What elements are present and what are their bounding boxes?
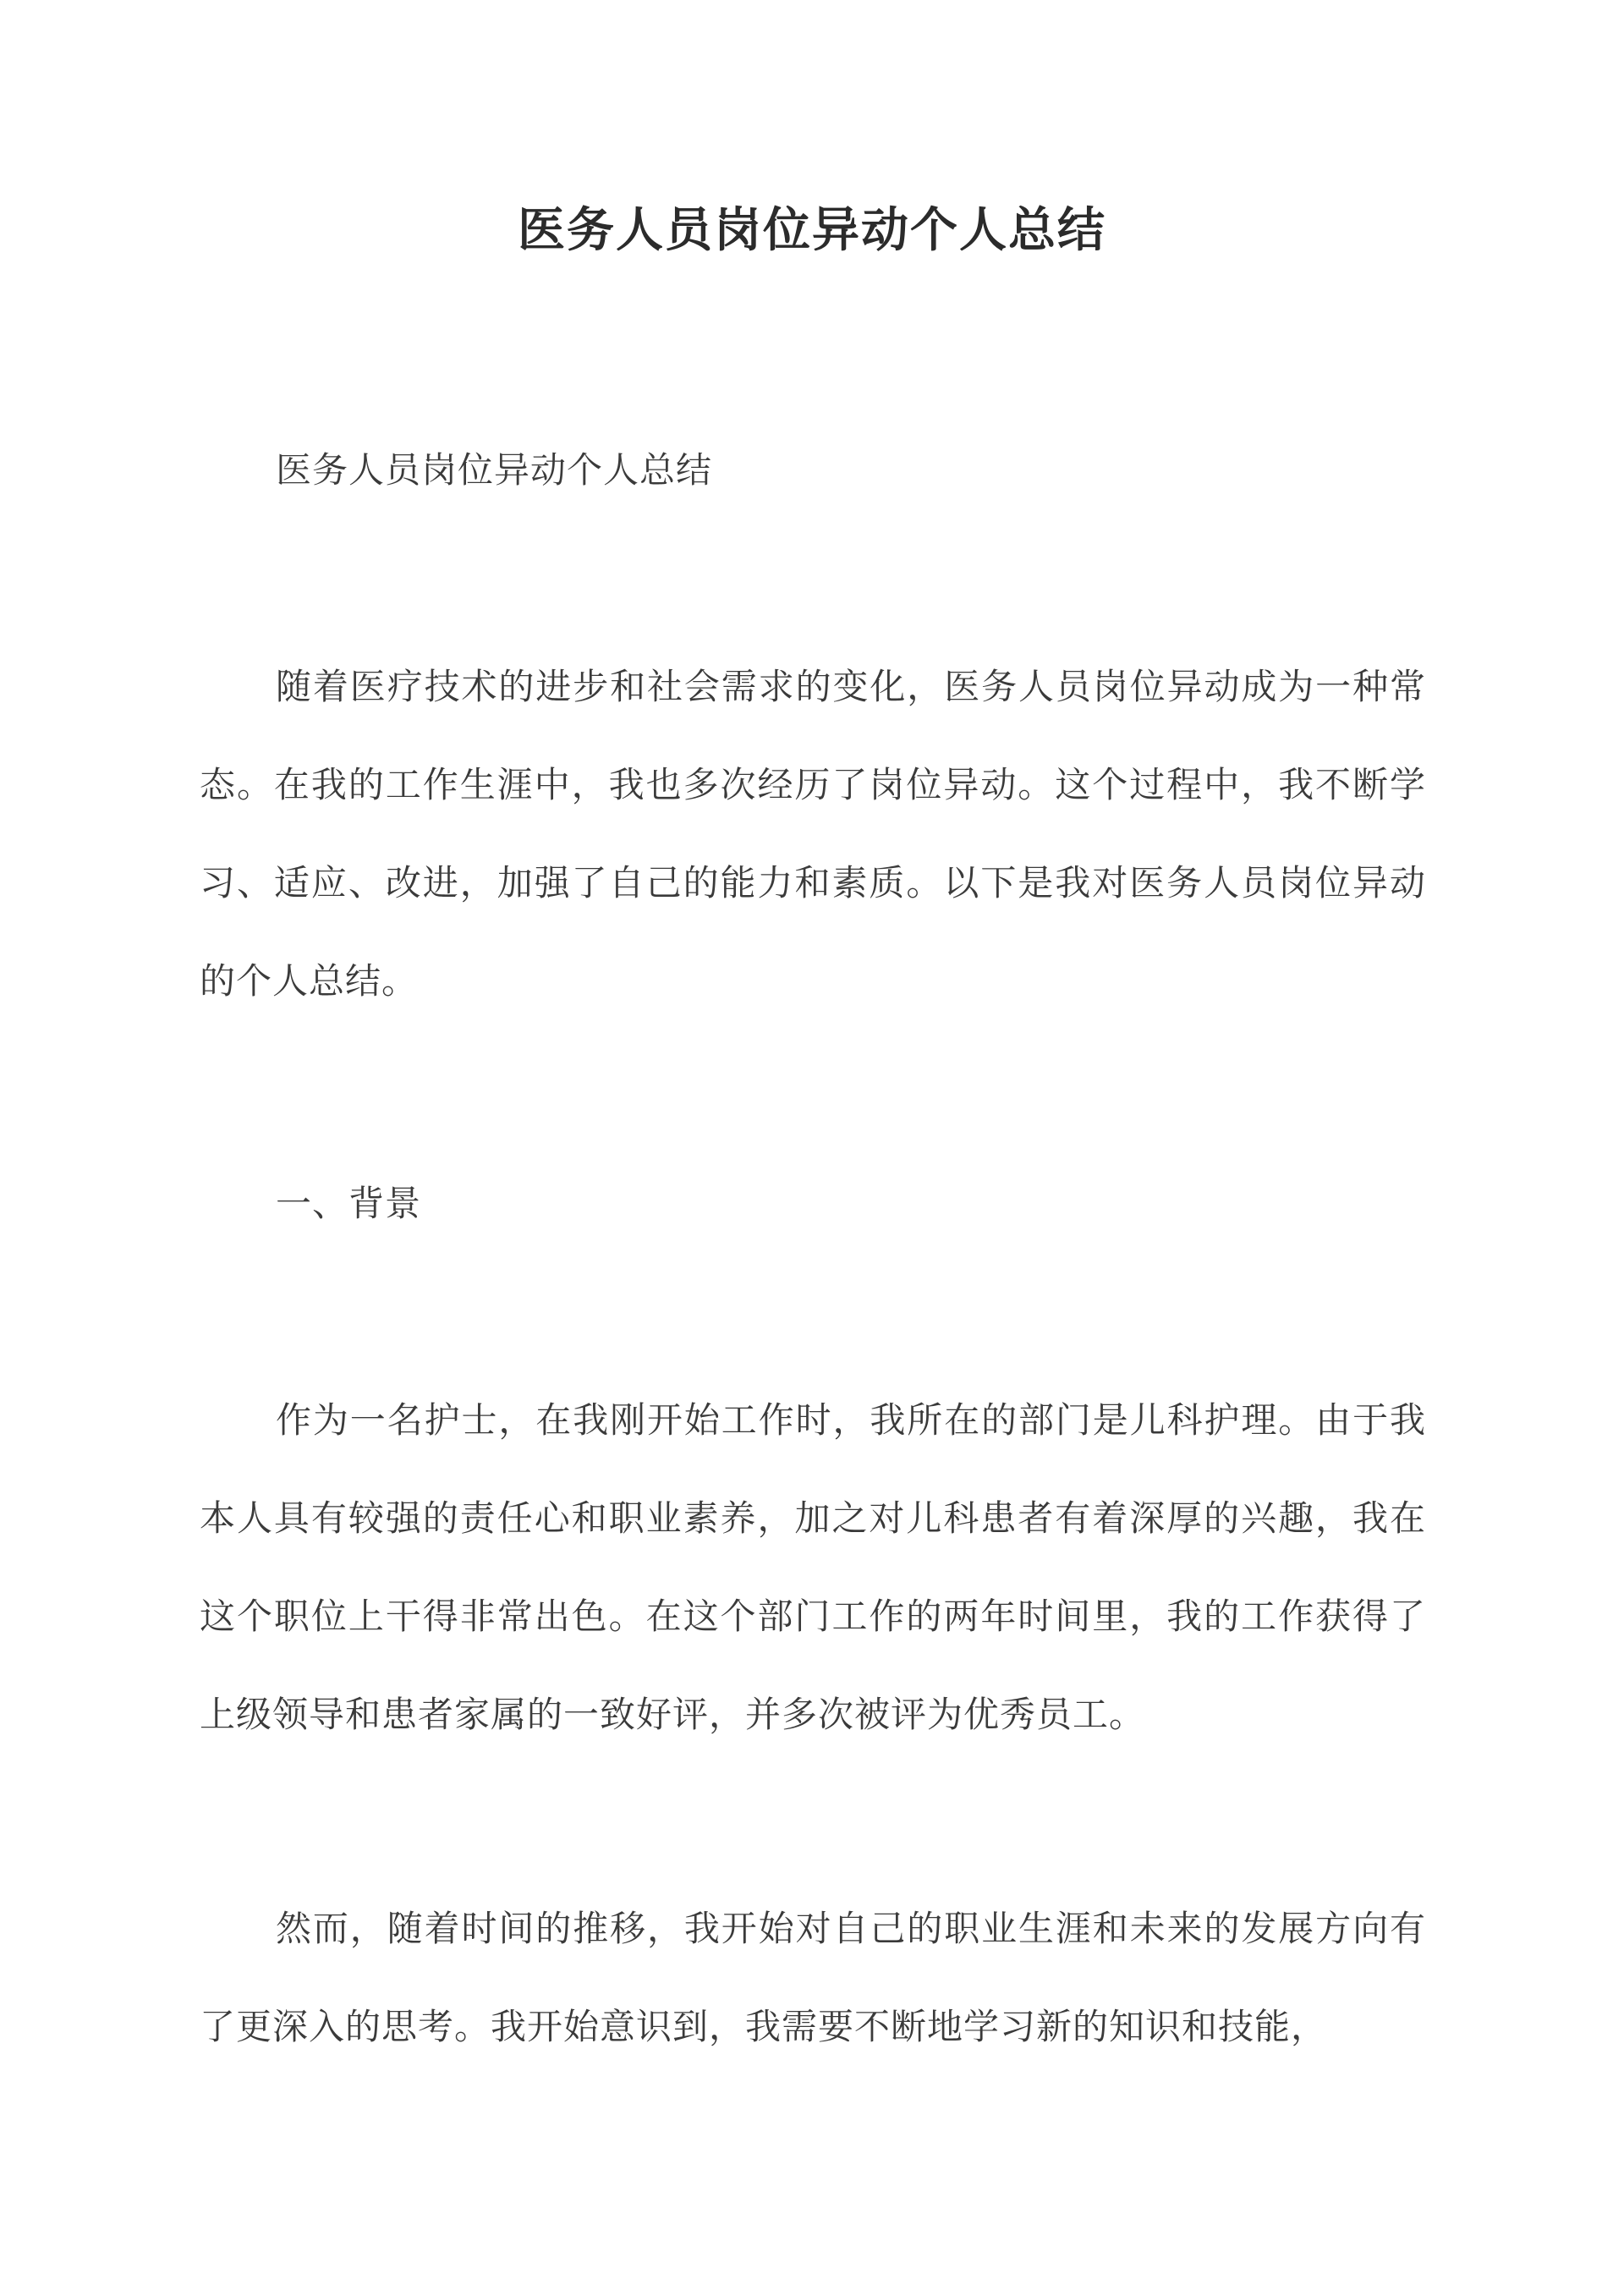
background-paragraph-1: 作为一名护士，在我刚开始工作时，我所在的部门是儿科护理。由于我本人具有较强的责任心和职业素养，加之对儿科患者有着深厚的兴趣，我在这个职位上干得非常出色。在这个部门工作的两年时间里，我的工作获得了上级领导和患者家属的一致好评，并多次被评为优秀员工。: [200, 1399, 1426, 1735]
intro-paragraph: 随着医疗技术的进步和社会需求的变化，医务人员岗位异动成为一种常态。在我的工作生涯中，我也多次经历了岗位异动。这个过程中，我不断学习、适应、改进，加强了自己的能力和素质。以下是我对医务人员岗位异动的个人总结。: [200, 666, 1426, 1002]
section-heading-background: 一、背景: [276, 1183, 422, 1224]
document-subtitle: 医务人员岗位异动个人总结: [276, 449, 713, 491]
background-paragraph-2: 然而，随着时间的推移，我开始对自己的职业生涯和未来的发展方向有了更深入的思考。我开始意识到，我需要不断地学习新的知识和技能，: [200, 1908, 1426, 2047]
document-title: 医务人员岗位异动个人总结: [518, 202, 1106, 258]
